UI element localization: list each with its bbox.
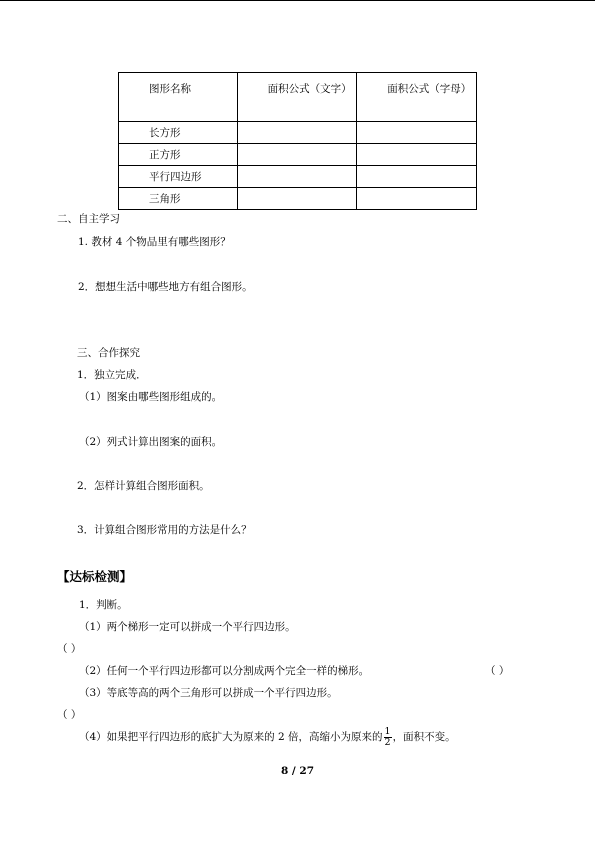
question-text: 1. 教材 4 个物品里有哪些图形？ xyxy=(78,236,231,248)
table-cell-blank xyxy=(357,122,477,144)
table-header-cell: 图形名称 xyxy=(119,73,238,122)
table-cell-blank xyxy=(237,122,357,144)
statement-text-part: （4）如果把平行四边形的底扩大为原来的 2 倍，高缩小为原来的 xyxy=(79,731,383,743)
page-number: 8 / 27 xyxy=(280,765,315,777)
table-cell-blank xyxy=(237,166,357,188)
statement-text: （1）两个梯形一定可以拼成一个平行四边形。 xyxy=(79,621,296,633)
table-cell-blank xyxy=(237,144,357,166)
section-title-self-study: 二、自主学习 xyxy=(57,213,120,225)
statement-text-part: ，面积不变。 xyxy=(392,731,456,743)
fraction-denominator: 2 xyxy=(384,736,391,748)
table-cell-shape: 三角形 xyxy=(119,188,238,210)
header-rule xyxy=(0,0,595,1)
table-cell-shape: 正方形 xyxy=(119,144,238,166)
question-text: 3．计算组合图形常用的方法是什么？ xyxy=(77,524,252,536)
statement-text: （3）等底等高的两个三角形可以拼成一个平行四边形。 xyxy=(79,687,338,699)
question-text: （2）列式计算出图案的面积。 xyxy=(79,436,223,448)
answer-blank: （ ） xyxy=(57,643,82,655)
question-text: （1）图案由哪些图形组成的。 xyxy=(79,391,223,403)
fraction-one-half xyxy=(384,727,392,748)
statement-text: （2）任何一个平行四边形都可以分割成两个完全一样的梯形。 xyxy=(79,665,370,677)
table-cell-shape: 平行四边形 xyxy=(119,166,238,188)
fraction-numerator: 1 xyxy=(384,725,391,737)
question-text: 1．判断。 xyxy=(79,599,128,611)
table-header-row xyxy=(119,73,477,122)
table-row xyxy=(119,144,477,166)
section-heading-assessment: 【达标检测】 xyxy=(57,569,133,584)
table-cell-shape: 长方形 xyxy=(119,122,238,144)
table-cell-blank xyxy=(237,188,357,210)
question-text: 1．独立完成． xyxy=(77,369,147,381)
table-header-cell: 面积公式（文字） xyxy=(237,73,357,122)
table-cell-blank xyxy=(357,166,477,188)
table-cell-blank xyxy=(357,188,477,210)
question-text: 2．怎样计算组合图形面积。 xyxy=(77,480,210,492)
statement-text xyxy=(79,725,456,749)
answer-blank: （ ） xyxy=(485,665,510,677)
table-row xyxy=(119,166,477,188)
table-row xyxy=(119,122,477,144)
table-header-cell: 面积公式（字母） xyxy=(357,73,477,122)
table-row xyxy=(119,188,477,210)
section-title-cooperation: 三、合作探究 xyxy=(77,347,140,359)
area-formula-table xyxy=(118,72,477,210)
answer-blank: （ ） xyxy=(57,709,82,721)
table-cell-blank xyxy=(357,144,477,166)
question-text: 2．想想生活中哪些地方有组合图形。 xyxy=(78,281,253,293)
